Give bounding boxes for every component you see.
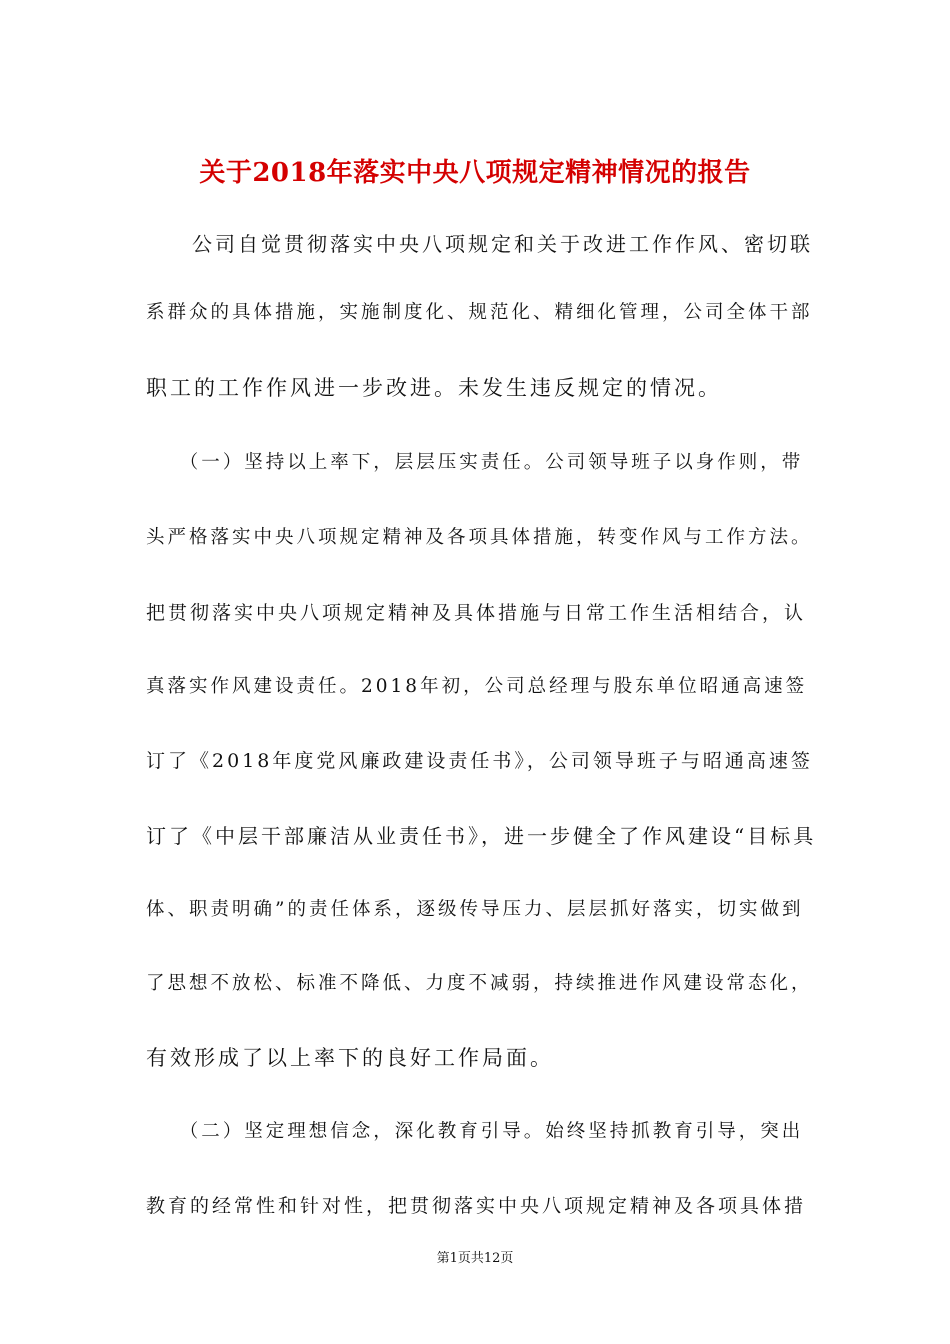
body-line-4: （一）坚持以上率下，层层压实责任。公司领导班子以身作则，带 bbox=[146, 452, 804, 473]
page-footer: 第1页共12页 bbox=[436, 1251, 514, 1266]
body-line-9: 订了《中层干部廉洁从业责任书》，进一步健全了作风建设“目标具 bbox=[146, 824, 817, 848]
body-line-1: 公司自觉贯彻落实中央八项规定和关于改进工作作风、密切联 bbox=[146, 232, 813, 256]
body-line-11: 了思想不放松、标准不降低、力度不减弱，持续推进作风建设常态化， bbox=[146, 973, 813, 994]
body-line-2: 系群众的具体措施，实施制度化、规范化、精细化管理，公司全体干部 bbox=[146, 302, 813, 323]
body-line-10: 体、职责明确”的责任体系，逐级传导压力、层层抓好落实，切实做到 bbox=[146, 899, 804, 920]
body-line-8: 订了《2018年度党风廉政建设责任书》，公司领导班子与昭通高速签 bbox=[146, 750, 813, 772]
body-line-6: 把贯彻落实中央八项规定精神及具体措施与日常工作生活相结合，认 bbox=[146, 602, 807, 624]
body-line-5: 头严格落实中央八项规定精神及各项具体措施，转变作风与工作方法。 bbox=[146, 527, 813, 548]
body-line-7: 真落实作风建设责任。2018年初，公司总经理与股东单位昭通高速签 bbox=[146, 676, 808, 697]
body-line-3: 职工的工作作风进一步改进。未发生违反规定的情况。 bbox=[146, 376, 722, 400]
body-line-12: 有效形成了以上率下的良好工作局面。 bbox=[146, 1046, 554, 1070]
body-line-13: （二）坚定理想信念，深化教育引导。始终坚持抓教育引导，突出 bbox=[146, 1121, 804, 1142]
body-line-14: 教育的经常性和针对性，把贯彻落实中央八项规定精神及各项具体措 bbox=[146, 1195, 807, 1217]
document-title: 关于2018年落实中央八项规定精神情况的报告 bbox=[199, 158, 751, 188]
